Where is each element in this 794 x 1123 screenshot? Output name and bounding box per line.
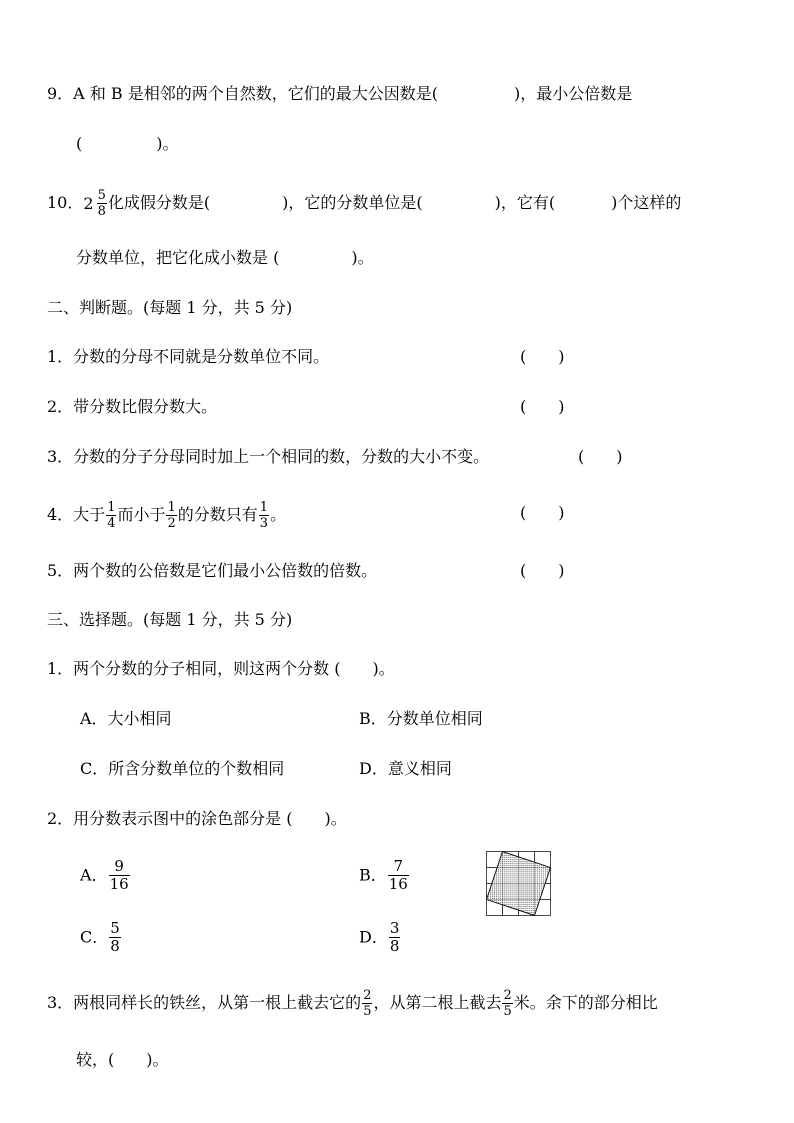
fraction-9-16: $\frac{9}{16}$ [109,857,129,893]
choice-q2-option-c [80,920,122,960]
choice-q3-text-c: 米。余下的部分相比 [513,993,658,1012]
choice-q2-b-label: B． [359,865,387,885]
choice-q3-line2: 较，( )。 [76,1050,169,1069]
judge-item-2-paren: ( ) [520,397,565,416]
choice-q2-c-label: C． [80,927,109,947]
judge-item-5-paren: ( ) [520,561,565,580]
judge-item-4-text-d: 。 [270,505,287,524]
fraction-5-8: $\frac{5}{8}$ [110,919,120,955]
choice-q3-text-a: 3．两根同样长的铁丝，从第一根上截去它的 [47,993,362,1012]
judge-item-5-text: 5．两个数的公倍数是它们最小公倍数的倍数。 [47,561,378,580]
q9-line2-open: ( [76,134,83,153]
q10-text-d: )个这样的 [611,193,682,212]
q9-text-a: 9．A 和 B 是相邻的两个自然数，它们的最大公因数是( [47,84,438,103]
grid-lines-overlay [487,852,551,916]
choice-q2-a-label: A． [80,865,108,885]
judge-item-5 [47,561,377,581]
q10-text-c: )，它有( [494,193,556,212]
judge-item-1 [47,347,329,367]
choice-q1-option-c: C．所含分数单位的个数相同 [80,759,285,778]
judge-item-2 [47,397,217,417]
q9-line2-close: )。 [156,134,179,153]
choice-q1-option-b: B．分数单位相同 [359,709,483,728]
judge-item-4-paren: ( ) [520,503,565,522]
judge-item-1-text: 1．分数的分母不同就是分数单位不同。 [47,347,330,366]
fraction-3-8: $\frac{3}{8}$ [389,919,400,955]
q9-text-b: )，最小公倍数是 [514,84,633,103]
choice-q2-d-label: D． [359,927,388,947]
q10-whole: 2 [83,193,94,213]
shaded-square-grid-diagram [486,851,551,916]
judge-item-4 [47,500,287,531]
q10-mixed-number [83,188,107,219]
judge-item-3-text: 3．分数的分子分母同时加上一个相同的数，分数的大小不变。 [47,447,490,466]
q10-line2-close: )。 [351,248,374,267]
q10-text-a: 化成假分数是( [107,193,211,212]
fraction-7-16: $\frac{7}{16}$ [388,857,408,893]
choice-q3-text-b: ，从第二根上截去 [373,993,502,1012]
q10-line2-text: 分数单位，把它化成小数是 ( [76,248,280,267]
q10-line1 [47,188,682,219]
choice-q3-line1 [47,988,658,1019]
q10-prefix: 10． [47,193,84,212]
choice-q2-option-d [359,920,401,960]
fraction-2-5-a: $\frac{2}{5}$ [363,988,372,1019]
choice-q2-stem: 2．用分数表示图中的涂色部分是 ( )。 [47,809,347,828]
choice-q1-option-d: D．意义相同 [359,759,452,778]
q10-line2 [76,248,374,268]
fraction-1-3: $\frac{1}{3}$ [259,500,269,531]
judge-item-2-text: 2．带分数比假分数大。 [47,397,218,416]
fraction-1-2: $\frac{1}{2}$ [167,500,176,531]
judge-item-4-text-b: 而小于 [117,505,166,524]
judge-item-1-paren: ( ) [520,347,565,366]
judge-item-3 [47,447,489,467]
q9-line1 [47,84,632,104]
judge-item-4-text-c: 的分数只有 [177,505,258,524]
q10-fraction: $\frac{5}{8}$ [97,188,106,219]
choice-q1-stem: 1．两个分数的分子相同，则这两个分数 ( )。 [47,659,395,678]
choice-q2-option-a [80,858,131,898]
section3-title: 三、选择题。(每题 1 分，共 5 分) [47,610,293,629]
choice-q2-option-b [359,858,410,898]
judge-item-4-text-a: 4．大于 [47,505,106,524]
fraction-2-5-b: $\frac{2}{5}$ [503,988,512,1019]
section2-title: 二、判断题。(每题 1 分，共 5 分) [47,298,293,317]
q10-text-b: )，它的分数单位是( [282,193,423,212]
judge-item-3-paren: ( ) [578,447,623,466]
fraction-1-4: $\frac{1}{4}$ [107,500,116,531]
choice-q1-option-a: A．大小相同 [80,709,172,728]
q9-line2 [76,134,179,154]
